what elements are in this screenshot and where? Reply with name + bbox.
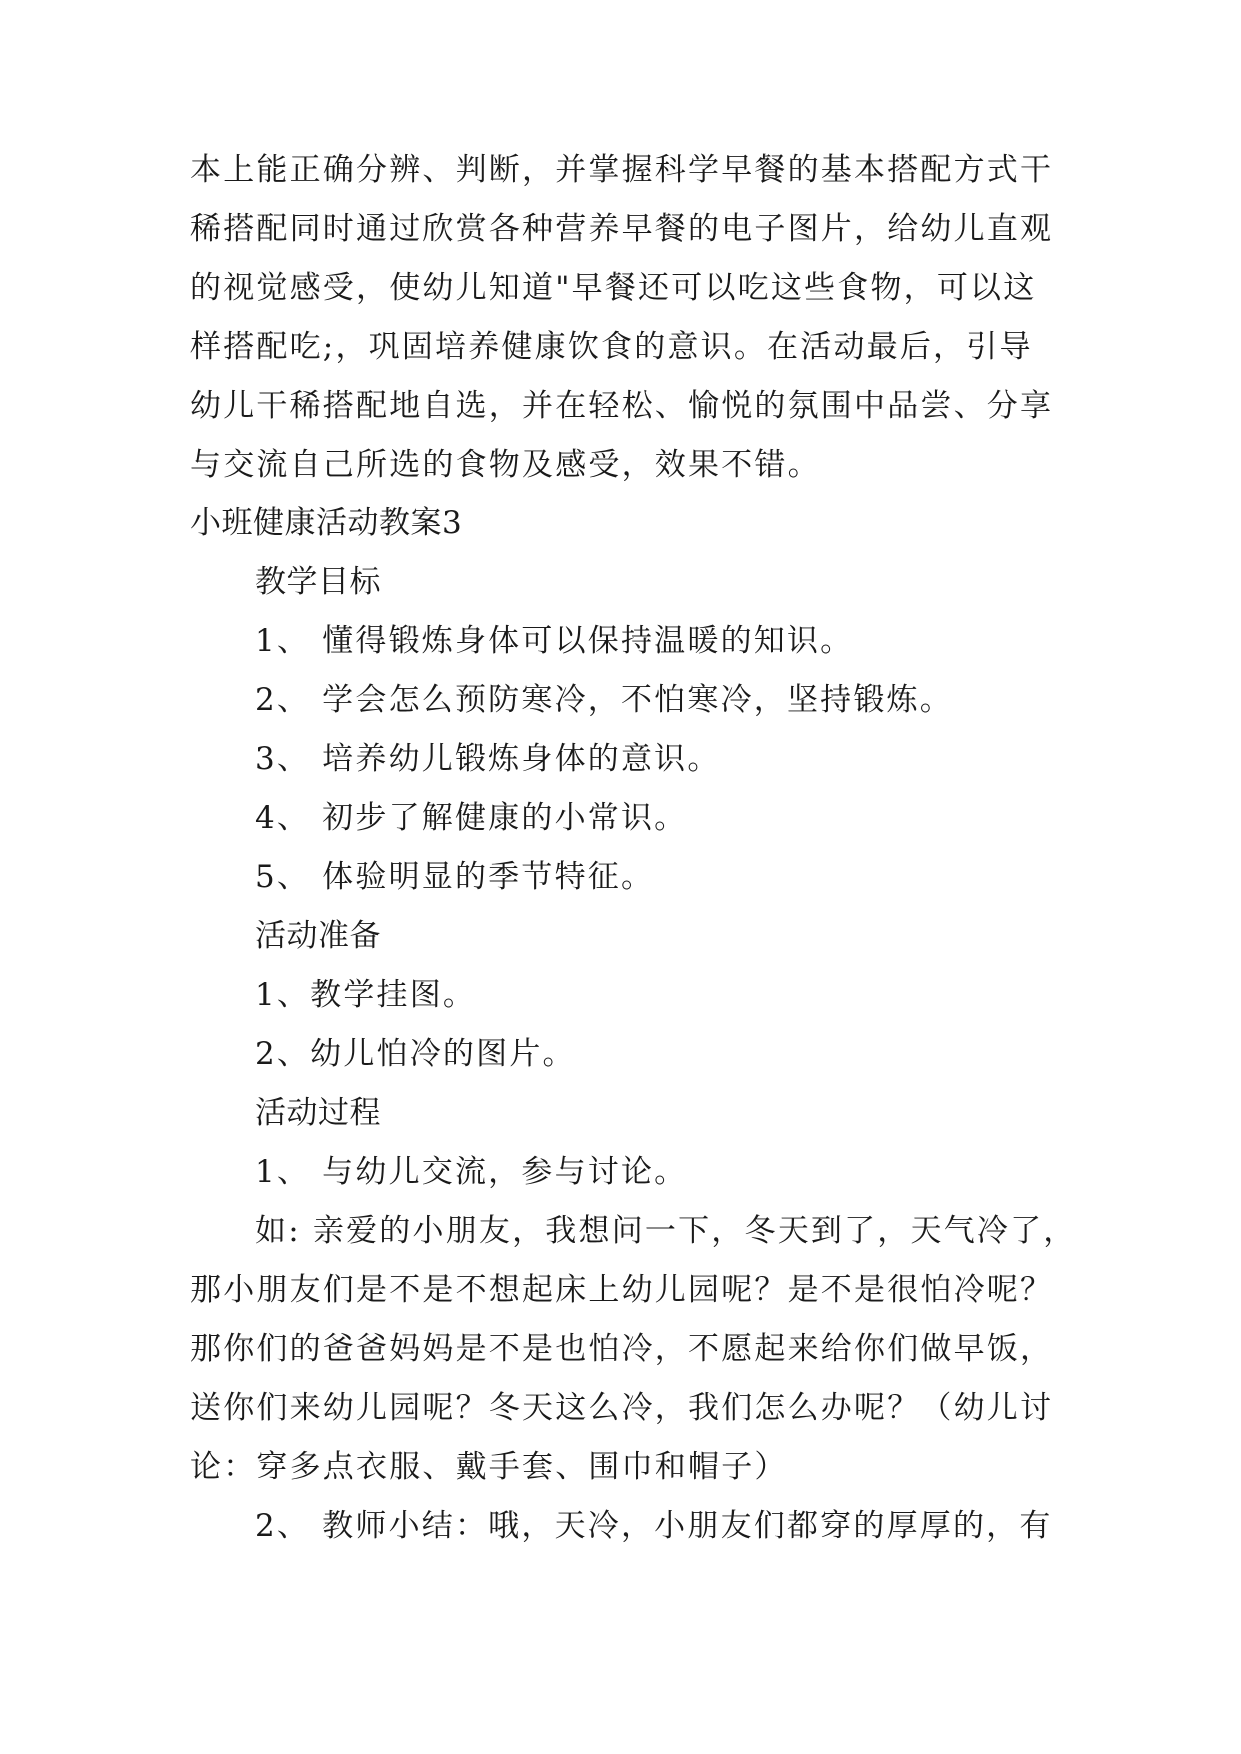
section-title: 小班健康活动教案3	[190, 505, 463, 541]
goal-item: 5、 体验明显的季节特征。	[255, 859, 655, 895]
teaching-goals-heading: 教学目标	[255, 564, 381, 600]
goal-item: 2、 学会怎么预防寒冷，不怕寒冷，坚持锻炼。	[255, 682, 953, 718]
example-line: 那小朋友们是不是不想起床上幼儿园呢？是不是很怕冷呢？	[190, 1272, 1054, 1308]
paragraph-line: 与交流自己所选的食物及感受，效果不错。	[190, 447, 821, 483]
goal-item: 3、 培养幼儿锻炼身体的意识。	[255, 741, 721, 777]
goal-item: 4、 初步了解健康的小常识。	[255, 800, 688, 836]
example-line: 如: 亲爱的小朋友，我想问一下，冬天到了，天气冷了，	[255, 1213, 1077, 1249]
goal-item: 1、 懂得锻炼身体可以保持温暖的知识。	[255, 623, 854, 659]
example-line: 送你们来幼儿园呢？冬天这么冷，我们怎么办呢？（幼儿讨	[190, 1390, 1054, 1426]
example-line: 那你们的爸爸妈妈是不是也怕冷，不愿起来给你们做早饭，	[190, 1331, 1054, 1367]
preparation-heading: 活动准备	[255, 918, 381, 954]
process-heading: 活动过程	[255, 1095, 381, 1131]
process-step: 2、 教师小结：哦，天冷，小朋友们都穿的厚厚的，有	[255, 1508, 1053, 1544]
paragraph-line: 样搭配吃;，巩固培养健康饮食的意识。在活动最后，引导	[190, 329, 1033, 365]
paragraph-line: 的视觉感受，使幼儿知道"早餐还可以吃这些食物，可以这	[190, 270, 1037, 306]
example-line: 论：穿多点衣服、戴手套、围巾和帽子）	[190, 1449, 788, 1485]
paragraph-line: 幼儿干稀搭配地自选，并在轻松、愉悦的氛围中品尝、分享	[190, 388, 1054, 424]
paragraph-line: 稀搭配同时通过欣赏各种营养早餐的电子图片，给幼儿直观	[190, 211, 1054, 247]
process-step: 1、 与幼儿交流，参与讨论。	[255, 1154, 688, 1190]
preparation-item: 1、教学挂图。	[255, 977, 477, 1013]
paragraph-line: 本上能正确分辨、判断，并掌握科学早餐的基本搭配方式干	[190, 152, 1054, 188]
preparation-item: 2、幼儿怕冷的图片。	[255, 1036, 576, 1072]
